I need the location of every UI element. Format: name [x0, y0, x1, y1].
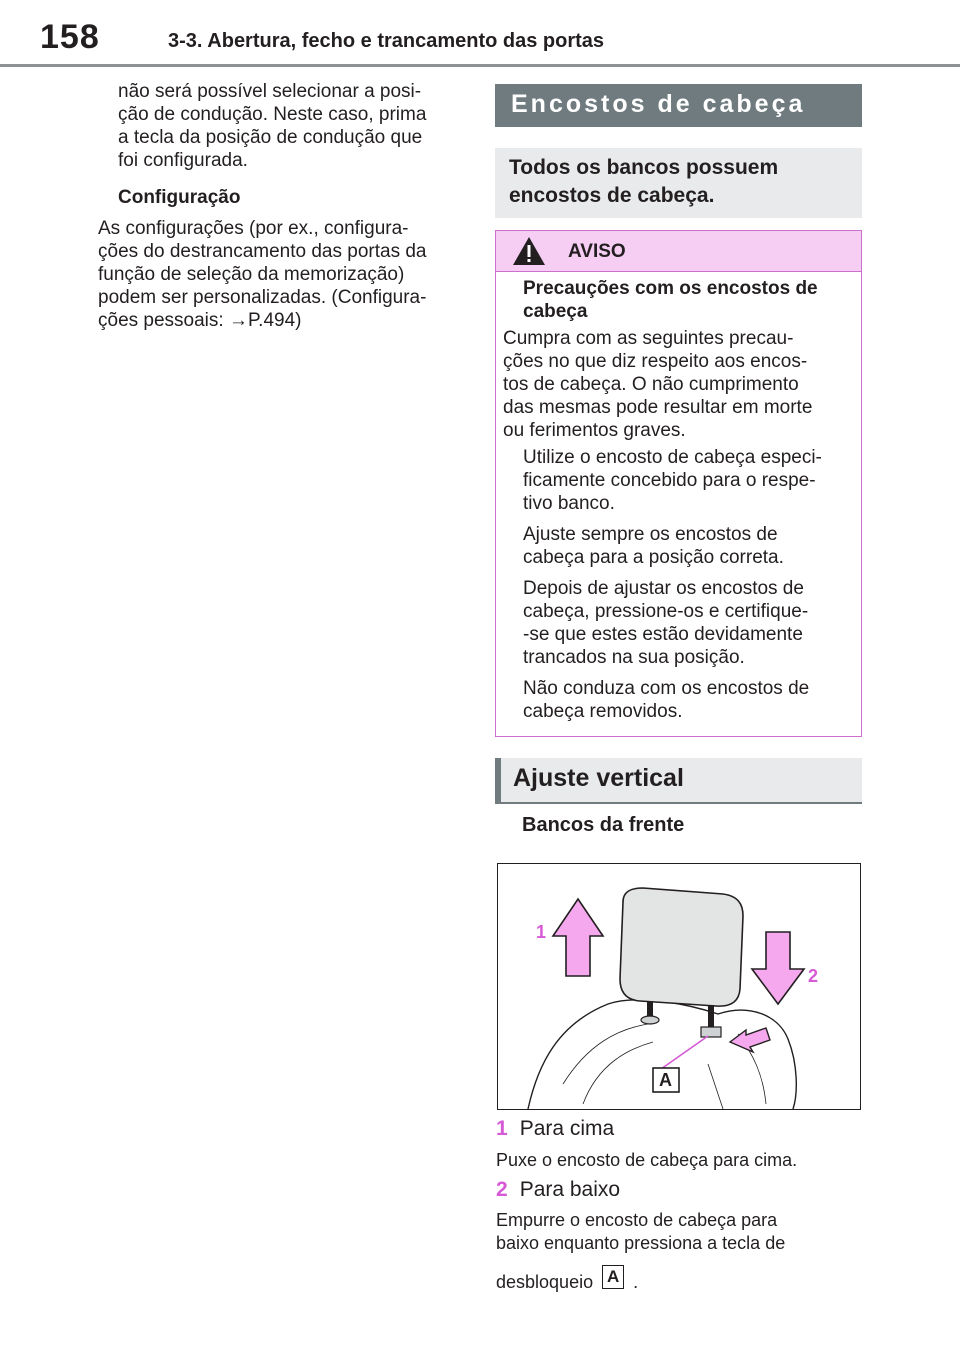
text-line: podem ser personalizadas. (Configura- [98, 287, 427, 308]
text-line: função de seleção da memorização) [98, 264, 405, 285]
warning-text [503, 327, 853, 442]
text-line: ções no que diz respeito aos encos- [503, 351, 808, 372]
text-line: Ajuste sempre os encostos de [523, 524, 778, 545]
info-text [509, 154, 849, 210]
warning-body [503, 277, 853, 723]
text-line: Empurre o encosto de cabeça para [496, 1210, 778, 1230]
arrow-up-icon [553, 899, 603, 976]
header-divider [0, 64, 960, 67]
text-line: trancados na sua posição. [523, 647, 745, 668]
headrests-title: Encostos de cabeça [511, 90, 806, 118]
step-2-description [496, 1209, 856, 1294]
left-column [98, 80, 458, 332]
text-line: tivo banco. [523, 493, 615, 514]
step-1-description [496, 1149, 856, 1172]
text-line: cabeça removidos. [523, 701, 683, 722]
page-number: 158 [40, 18, 100, 56]
step-1 [496, 1117, 614, 1141]
text-line: Todos os bancos possuem [509, 156, 779, 179]
text-fragment: . [633, 1272, 639, 1292]
front-seats-heading: Bancos da frente [522, 814, 685, 836]
warning-triangle-icon [512, 236, 546, 266]
text-line: -se que estes estão devidamente [523, 624, 803, 645]
warning-box [495, 230, 862, 737]
text-line: cabeça, pressione-os e certifique- [523, 601, 809, 622]
warning-heading [503, 277, 853, 323]
text-line: tos de cabeça. O não cumprimento [503, 374, 799, 395]
text-line: encostos de cabeça. [509, 184, 715, 207]
text-line: cabeça [523, 301, 588, 322]
headrest-illustration [498, 864, 860, 1109]
text-line: Não conduza com os encostos de [523, 678, 810, 699]
warning-bullet [503, 523, 853, 569]
text-line: As configurações (por ex., configura- [98, 218, 409, 239]
step-number: 1 [496, 1117, 508, 1140]
text-line: ficamente concebido para o respe- [523, 470, 816, 491]
text-line: cabeça para a posição correta. [523, 547, 784, 568]
vertical-adjust-title: Ajuste vertical [513, 764, 684, 792]
text-line: Precauções com os encostos de [523, 278, 818, 299]
text-line: a tecla da posição de condução que [118, 127, 423, 148]
step-title: Para cima [519, 1117, 615, 1140]
step-2 [496, 1178, 620, 1202]
text-line[interactable]: ções pessoais: →P.494) [98, 310, 302, 331]
warning-bullet [503, 446, 853, 515]
warning-label: AVISO [568, 241, 626, 262]
text-line: Utilize o encosto de cabeça especi- [523, 447, 822, 468]
label-a: A [659, 1070, 672, 1090]
warning-header [496, 231, 861, 272]
step-title: Para baixo [519, 1178, 621, 1201]
headrest-figure [497, 863, 861, 1110]
headrests-section-bar [495, 84, 862, 127]
vertical-adjust-rule [495, 802, 862, 804]
text-line: foi configurada. [118, 150, 248, 171]
section-title: 3-3. Abertura, fecho e trancamento das portas [168, 30, 605, 52]
warning-bullet [503, 577, 853, 669]
text-line: das mesmas pode resultar em morte [503, 397, 813, 418]
label-2: 2 [808, 966, 819, 986]
arrow-down-icon [752, 932, 804, 1004]
text-fragment: desbloqueio [496, 1272, 594, 1292]
text-line: Depois de ajustar os encostos de [523, 578, 804, 599]
text-line: ou ferimentos graves. [503, 420, 686, 441]
vertical-adjust-bar [495, 758, 862, 802]
config-heading: Configuração [118, 187, 241, 208]
step-number: 2 [496, 1178, 508, 1201]
text-line: Cumpra com as seguintes precau- [503, 328, 794, 349]
text-line: ção de condução. Neste caso, prima [118, 104, 427, 125]
headrests-info-box [495, 148, 862, 218]
config-paragraph [98, 217, 458, 332]
warning-bullet [503, 677, 853, 723]
text-line: não será possível selecionar a posi- [118, 81, 422, 102]
text-line: ções do destrancamento das portas da [98, 241, 427, 262]
text-line [496, 1265, 856, 1294]
text-line: baixo enquanto pressiona a tecla de [496, 1233, 786, 1253]
intro-paragraph [98, 80, 458, 172]
text-line: Puxe o encosto de cabeça para cima. [496, 1150, 798, 1170]
arrow-press-icon [730, 1028, 770, 1052]
release-button-label: A [602, 1265, 624, 1289]
label-1: 1 [536, 922, 547, 942]
